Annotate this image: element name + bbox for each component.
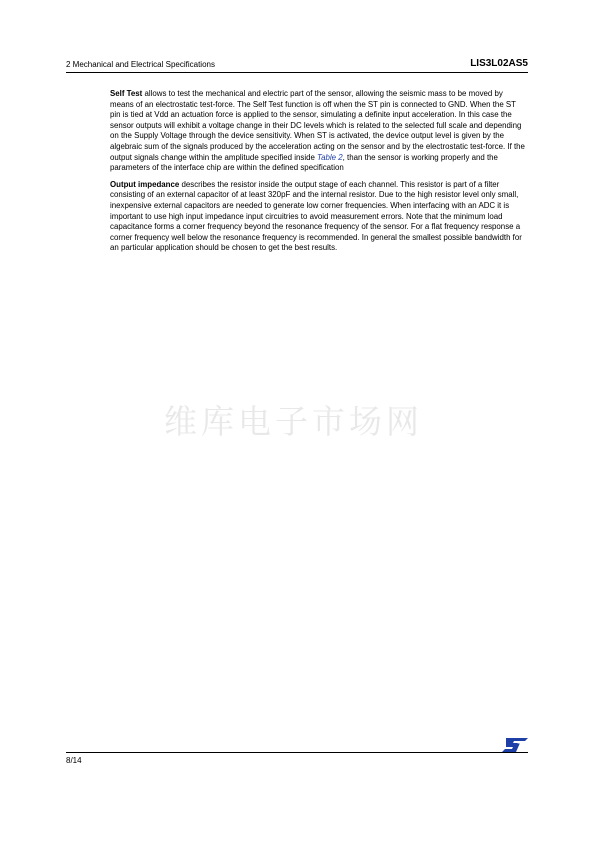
paragraph-self-test-text-a: allows to test the mechanical and electric part of the sensor, allowing the seismic mass to be moved by means of an electrostatic test-force. The Self Test function is off when the ST pin is connected to GND. When the ST pin is tied at Vdd an actuation force is applied to the sensor, simulating a definite input acceleration. In this case the sensor outputs will exhibit a voltage change in their DC levels which is related to the selected full scale and depending on the Supply Voltage through the device sensitivity. When ST is activated, the device output level is given by the algebraic sum of the signals produced by the acceleration acting on the sensor and by the electrostatic test-force. If the output signals change within the amplitude specified inside	[110, 89, 525, 162]
running-header-doc-id: LIS3L02AS5	[470, 58, 528, 69]
paragraph-self-test	[110, 89, 528, 174]
term-self-test: Self Test	[110, 89, 143, 98]
paragraph-output-impedance-text: describes the resistor inside the output stage of each channel. This resistor is part of a filter consisting of an external capacitor of at least 320pF and the internal resistor. Due to the high resistor level only small, inexpensive external capacitors are needed to generate low corner frequencies. When interfacing with an ADC it is important to use high input impedance input circuitries to avoid measurement errors. Note that the minimum load capacitance forms a corner frequency beyond the resonance frequency of the sensor. For a flat frequency response a corner frequency well below the resonance frequency is recommended. In general the smallest possible bandwidth for an particular application should be chosen to get the best results.	[110, 179, 522, 253]
header-rule	[66, 72, 528, 73]
page-number: 8/14	[66, 756, 82, 765]
st-logo-icon	[502, 738, 528, 752]
table-2-link[interactable]: Table 2	[317, 152, 343, 162]
body-text	[110, 89, 528, 260]
watermark: 维库电子市场网	[164, 402, 423, 441]
term-output-impedance: Output impedance	[110, 179, 180, 189]
paragraph-output-impedance	[110, 180, 528, 254]
paragraph-self-test-text-b: , than the sensor is working properly and the parameters of the interface chip are within the defined specification	[110, 152, 498, 173]
running-header-section: 2 Mechanical and Electrical Specifications	[66, 60, 215, 69]
footer-rule	[66, 752, 528, 753]
